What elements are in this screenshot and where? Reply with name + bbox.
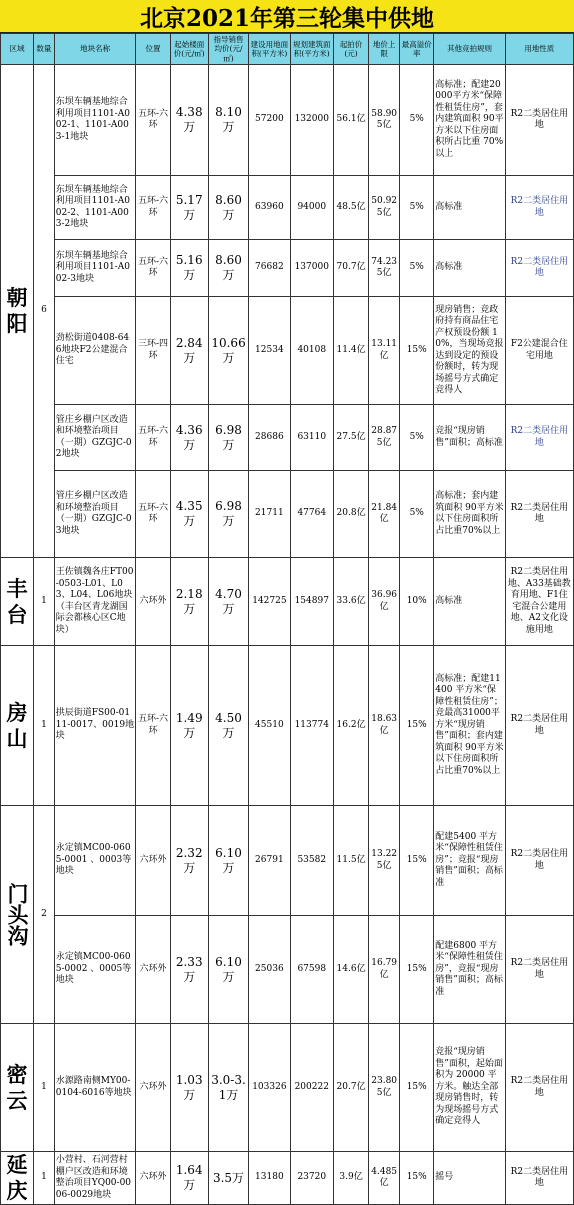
land-area: 28686: [249, 405, 290, 471]
col-header: 其他竞拍规则: [434, 34, 505, 65]
land-name: 管庄乡棚户区改造和环境整治项目（一期）GZGJC-02地块: [54, 405, 136, 471]
table-row: [1, 1024, 574, 1152]
max-premium: 5%: [400, 471, 434, 558]
land-area: 142725: [249, 558, 290, 646]
land-area: 45510: [249, 646, 290, 806]
auction-price: 27.5亿: [333, 405, 368, 471]
header-row: [1, 34, 574, 65]
guide-price: 8.60万: [208, 240, 248, 297]
table-row: [1, 297, 574, 405]
auction-rules: 高标准；套内建筑面积 90平方米以下住房面积所占比重70%以上: [434, 471, 505, 558]
land-use: R2二类居住用地: [505, 176, 573, 240]
auction-price: 11.4亿: [333, 297, 368, 405]
price-cap: 16.79亿: [369, 916, 400, 1024]
land-use: F2公建混合住宅用地: [505, 297, 573, 405]
land-use: R2二类居住用地: [505, 471, 573, 558]
table-row: [1, 916, 574, 1024]
land-name: 东坝车辆基地综合利用项目1101-A002-3地块: [54, 240, 136, 297]
build-area: 47764: [290, 471, 333, 558]
col-header: 规划建筑面积(平方米): [290, 34, 333, 65]
start-price: 5.17万: [170, 176, 208, 240]
price-cap: 36.96亿: [369, 558, 400, 646]
land-use: R2二类居住用地、A33基础教育用地、F1住宅混合公建用地、A2文化设施用地: [505, 558, 573, 646]
land-area: 57200: [249, 65, 290, 176]
start-price: 1.49万: [170, 646, 208, 806]
table-row: [1, 646, 574, 806]
land-area: 21711: [249, 471, 290, 558]
district-count: 2: [34, 806, 55, 1024]
table-row: [1, 65, 574, 176]
auction-price: 48.5亿: [333, 176, 368, 240]
start-price: 2.84万: [170, 297, 208, 405]
land-use: R2二类居住用地: [505, 1024, 573, 1152]
land-use: R2二类居住用地: [505, 65, 573, 176]
start-price: 5.16万: [170, 240, 208, 297]
district-count: 6: [34, 65, 55, 558]
build-area: 154897: [290, 558, 333, 646]
location: 五环-六环: [136, 176, 170, 240]
guide-price: 10.66万: [208, 297, 248, 405]
auction-rules: 高标准；配建11400 平方米“保障性租赁住房”；竞最高31000平方米“现房销售”面积；套内建筑面积 90平方米以下住房面积所占比重70%以上: [434, 646, 505, 806]
district-name: 门头沟: [1, 806, 34, 1024]
col-header: 用地性质: [505, 34, 573, 65]
auction-rules: 高标准；配建20000平方米“保障性租赁住房”，套内建筑面积 90平方米以下住房面积所占比重 70%以上: [434, 65, 505, 176]
start-price: 4.36万: [170, 405, 208, 471]
auction-rules: 高标准: [434, 558, 505, 646]
price-cap: 13.225亿: [369, 806, 400, 916]
land-table: [0, 33, 574, 1205]
build-area: 137000: [290, 240, 333, 297]
district-count: 1: [34, 558, 55, 646]
land-name: 东坝车辆基地综合利用项目1101-A002-2、1101-A003-2地块: [54, 176, 136, 240]
land-area: 103326: [249, 1024, 290, 1152]
col-header: 数量: [34, 34, 55, 65]
table-row: [1, 471, 574, 558]
build-area: 40108: [290, 297, 333, 405]
build-area: 53582: [290, 806, 333, 916]
land-name: 水源路南侧MY00-0104-6016等地块: [54, 1024, 136, 1152]
land-name: 管庄乡棚户区改造和环境整治项目（一期）GZGJC-03地块: [54, 471, 136, 558]
location: 五环-六环: [136, 240, 170, 297]
district-count: 1: [34, 1152, 55, 1205]
price-cap: 13.11亿: [369, 297, 400, 405]
auction-rules: 摇号: [434, 1152, 505, 1205]
max-premium: 15%: [400, 916, 434, 1024]
price-cap: 50.925亿: [369, 176, 400, 240]
auction-rules: 现房销售；竞政府持有商品住宅产权预设份额 10%，当现场竞报达到设定的预设份额时，转为现场摇号方式确定竞得人: [434, 297, 505, 405]
start-price: 4.38万: [170, 65, 208, 176]
build-area: 132000: [290, 65, 333, 176]
start-price: 2.33万: [170, 916, 208, 1024]
location: 六环外: [136, 916, 170, 1024]
location: 六环外: [136, 558, 170, 646]
price-cap: 4.485亿: [369, 1152, 400, 1205]
district-name: 密云: [1, 1024, 34, 1152]
land-use: R2二类居住用地: [505, 405, 573, 471]
guide-price: 4.50万: [208, 646, 248, 806]
max-premium: 15%: [400, 1152, 434, 1205]
col-header: 区域: [1, 34, 34, 65]
max-premium: 5%: [400, 176, 434, 240]
col-header: 地块名称: [54, 34, 136, 65]
auction-price: 16.2亿: [333, 646, 368, 806]
land-area: 12534: [249, 297, 290, 405]
max-premium: 5%: [400, 65, 434, 176]
guide-price: 6.98万: [208, 405, 248, 471]
land-area: 26791: [249, 806, 290, 916]
price-cap: 58.905亿: [369, 65, 400, 176]
district-name: 朝阳: [1, 65, 34, 558]
land-use: R2二类居住用地: [505, 916, 573, 1024]
max-premium: 5%: [400, 405, 434, 471]
price-cap: 28.875亿: [369, 405, 400, 471]
guide-price: 6.10万: [208, 806, 248, 916]
max-premium: 15%: [400, 297, 434, 405]
price-cap: 21.84亿: [369, 471, 400, 558]
col-header: 位置: [136, 34, 170, 65]
table-row: [1, 176, 574, 240]
land-name: 永定镇MC00-0605-0002 、0005等地块: [54, 916, 136, 1024]
land-area: 76682: [249, 240, 290, 297]
page-title: 北京2021年第三轮集中供地: [0, 0, 574, 33]
col-header: 建设用地面积(平方米): [249, 34, 290, 65]
district-name: 延庆: [1, 1152, 34, 1205]
auction-price: 14.6亿: [333, 916, 368, 1024]
location: 六环外: [136, 1024, 170, 1152]
auction-price: 11.5亿: [333, 806, 368, 916]
land-name: 永定镇MC00-0605-0001 、0003等地块: [54, 806, 136, 916]
land-area: 63960: [249, 176, 290, 240]
col-header: 起拍价(元): [333, 34, 368, 65]
auction-rules: 竞报“现房销售”面积，起始面积为 20000 平方米。触达全部现房销售时，转为现场摇号方式确定竞得人: [434, 1024, 505, 1152]
land-area: 13180: [249, 1152, 290, 1205]
build-area: 113774: [290, 646, 333, 806]
location: 五环-六环: [136, 646, 170, 806]
land-area: 25036: [249, 916, 290, 1024]
auction-rules: 配建6800 平方米“保障性租赁住房”，竞报“现房销售”面积；高标准: [434, 916, 505, 1024]
col-header: 最高溢价率: [400, 34, 434, 65]
table-row: [1, 806, 574, 916]
build-area: 63110: [290, 405, 333, 471]
location: 六环外: [136, 1152, 170, 1205]
price-cap: 18.63亿: [369, 646, 400, 806]
location: 五环-六环: [136, 405, 170, 471]
auction-price: 33.6亿: [333, 558, 368, 646]
auction-rules: 高标准: [434, 176, 505, 240]
max-premium: 15%: [400, 1024, 434, 1152]
land-use: R2二类居住用地: [505, 240, 573, 297]
guide-price: 4.70万: [208, 558, 248, 646]
land-name: 小营村、石河营村棚户区改造和环境整治项目YQ00-0006-0029地块: [54, 1152, 136, 1205]
build-area: 67598: [290, 916, 333, 1024]
table-row: [1, 240, 574, 297]
guide-price: 8.10万: [208, 65, 248, 176]
col-header: 起始楼面价(元/㎡): [170, 34, 208, 65]
land-name: 拱辰街道FS00-0111-0017、0019地块: [54, 646, 136, 806]
table-row: [1, 558, 574, 646]
build-area: 23720: [290, 1152, 333, 1205]
auction-price: 70.7亿: [333, 240, 368, 297]
table-row: [1, 1152, 574, 1205]
land-name: 东坝车辆基地综合利用项目1101-A002-1、1101-A003-1地块: [54, 65, 136, 176]
land-use: R2二类居住用地: [505, 806, 573, 916]
start-price: 1.03万: [170, 1024, 208, 1152]
auction-price: 3.9亿: [333, 1152, 368, 1205]
auction-rules: 高标准: [434, 240, 505, 297]
location: 六环外: [136, 806, 170, 916]
start-price: 4.35万: [170, 471, 208, 558]
price-cap: 74.235亿: [369, 240, 400, 297]
land-name: 王佐镇魏各庄FT00-0503-L01、L03、L04、L06地块（丰台区青龙湖国际会都核心区C地块）: [54, 558, 136, 646]
max-premium: 15%: [400, 646, 434, 806]
auction-price: 56.1亿: [333, 65, 368, 176]
location: 五环-六环: [136, 471, 170, 558]
guide-price: 6.10万: [208, 916, 248, 1024]
max-premium: 15%: [400, 806, 434, 916]
land-name: 劲松街道0408-646地块F2公建混合住宅: [54, 297, 136, 405]
district-name: 房山: [1, 646, 34, 806]
guide-price: 3.5万: [208, 1152, 248, 1205]
location: 五环-六环: [136, 65, 170, 176]
district-count: 1: [34, 1024, 55, 1152]
guide-price: 6.98万: [208, 471, 248, 558]
build-area: 94000: [290, 176, 333, 240]
price-cap: 23.805亿: [369, 1024, 400, 1152]
guide-price: 3.0-3.1万: [208, 1024, 248, 1152]
location: 三环-四环: [136, 297, 170, 405]
auction-rules: 配建5400 平方米“保障性租赁住房”；竞报“现房销售”面积；高标准: [434, 806, 505, 916]
auction-rules: 竞报“现房销售”面积；高标准: [434, 405, 505, 471]
auction-price: 20.8亿: [333, 471, 368, 558]
district-count: 1: [34, 646, 55, 806]
col-header: 指导销售均价(元/㎡): [208, 34, 248, 65]
start-price: 2.32万: [170, 806, 208, 916]
build-area: 200222: [290, 1024, 333, 1152]
land-use: R2二类居住用地: [505, 646, 573, 806]
auction-price: 20.7亿: [333, 1024, 368, 1152]
max-premium: 5%: [400, 240, 434, 297]
max-premium: 10%: [400, 558, 434, 646]
land-use: R2二类居住用地: [505, 1152, 573, 1205]
guide-price: 8.60万: [208, 176, 248, 240]
district-name: 丰台: [1, 558, 34, 646]
start-price: 2.18万: [170, 558, 208, 646]
start-price: 1.64万: [170, 1152, 208, 1205]
col-header: 地价上限: [369, 34, 400, 65]
table-row: [1, 405, 574, 471]
